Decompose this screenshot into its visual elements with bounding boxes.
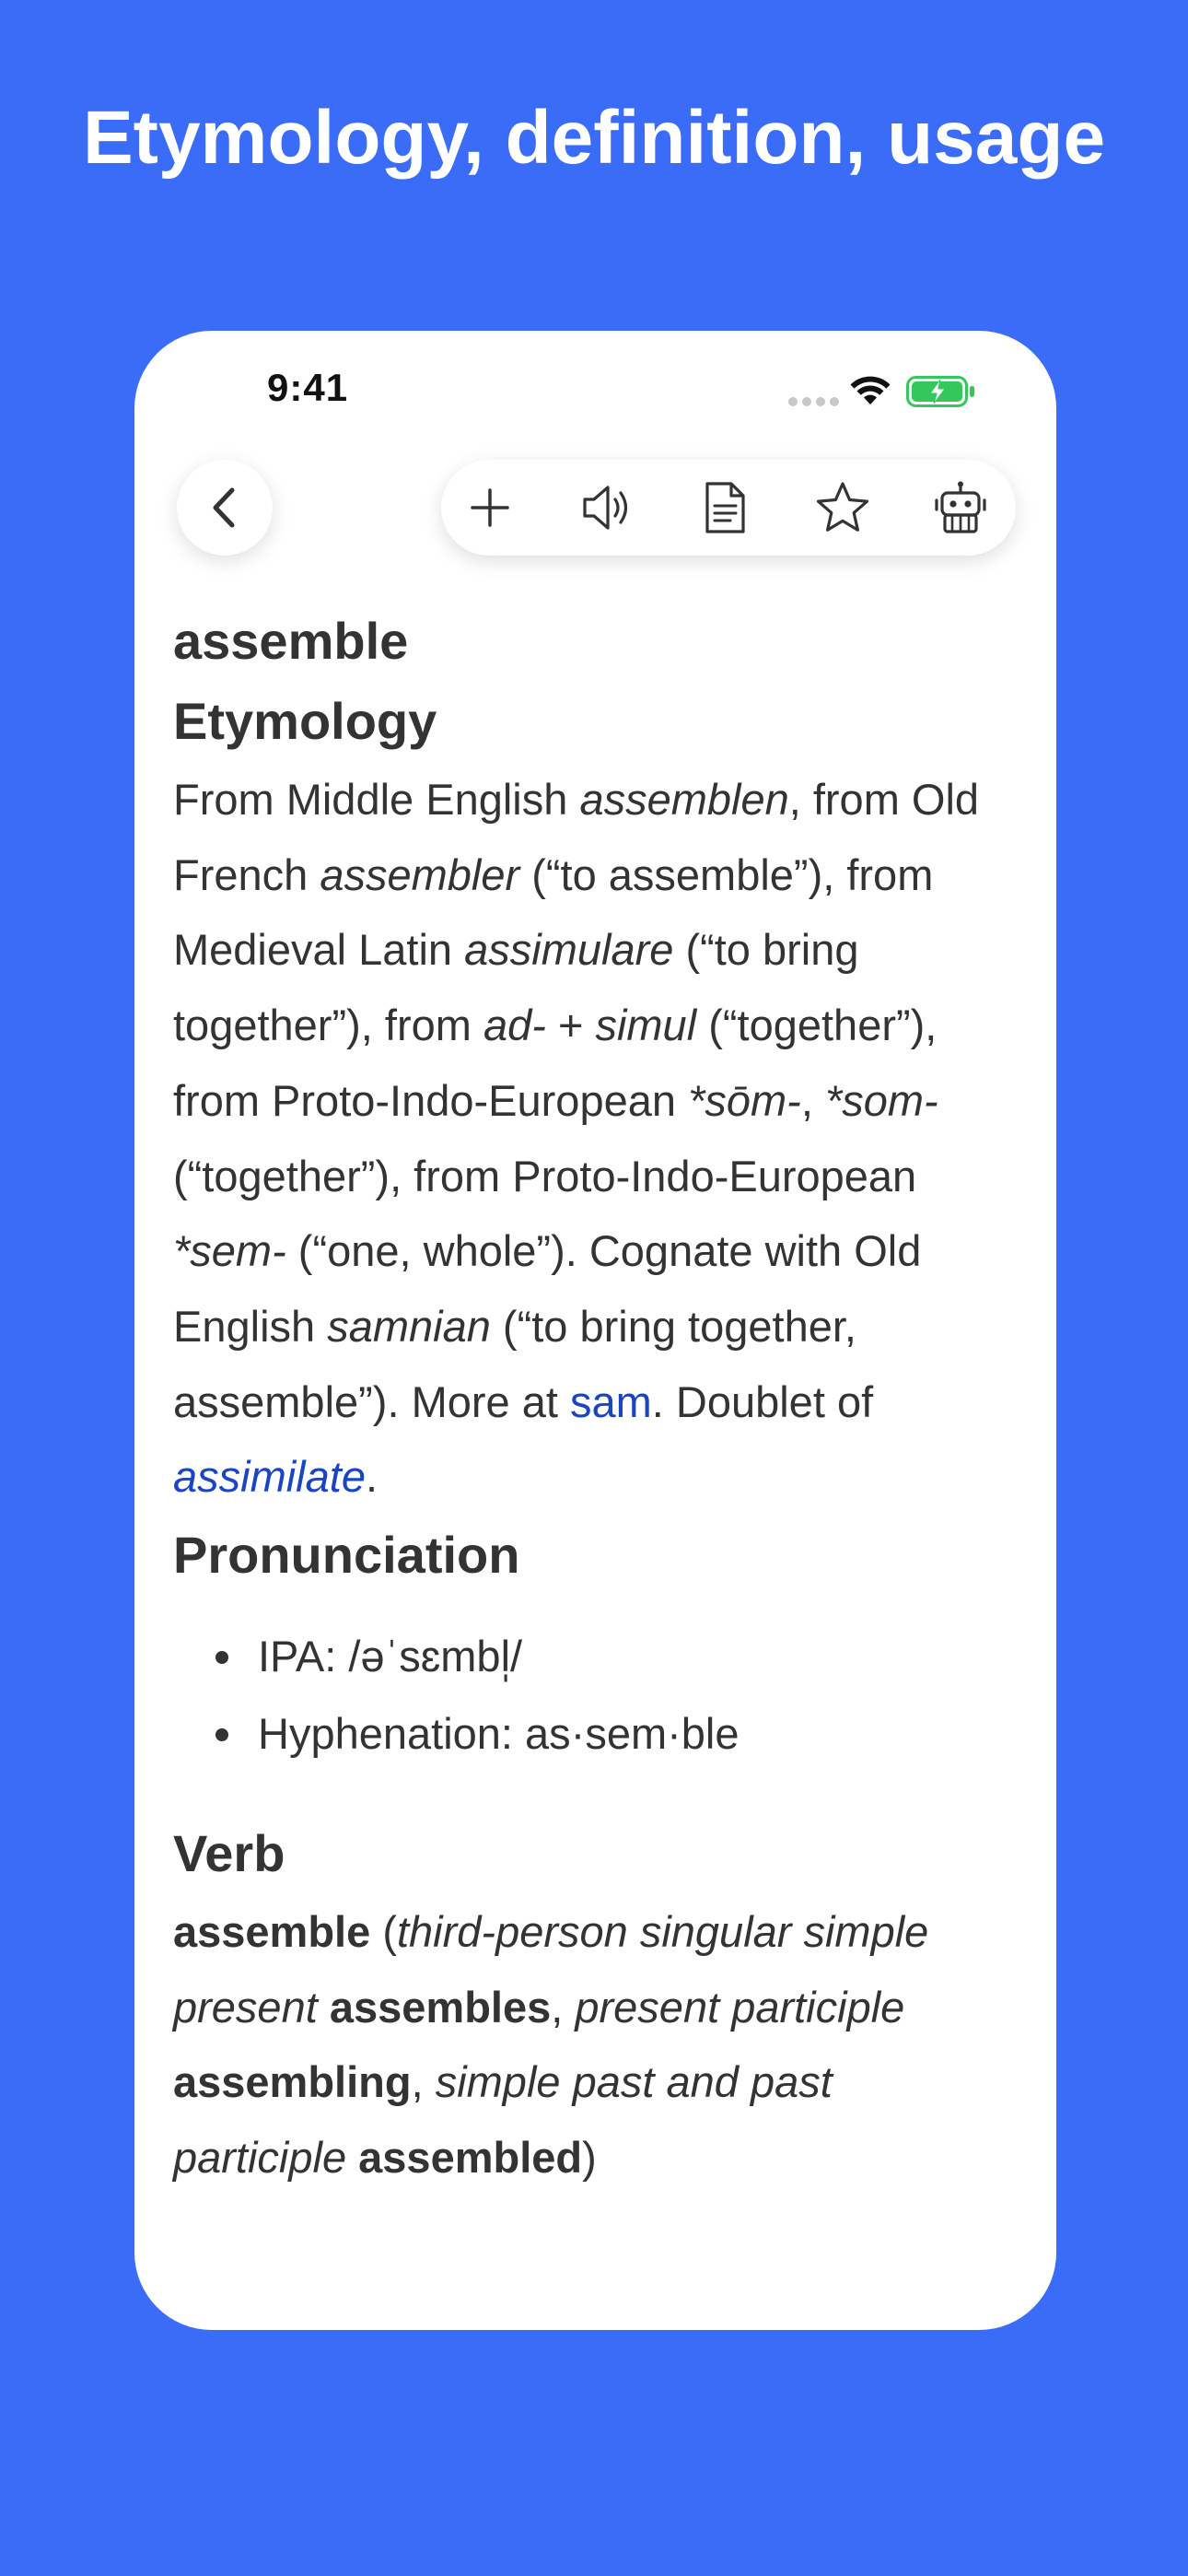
favorite-button[interactable] [795,460,891,556]
entry-content [173,602,1011,2195]
sam-link[interactable]: sam [569,1376,652,1426]
pronunciation-hyphenation: Hyphenation: as·sem·ble [258,1695,1011,1773]
phone-screen [134,331,1056,2330]
pronunciation-ipa: IPA: /əˈsɛmbl̩/ [258,1618,1011,1695]
pronunciation-list [173,1618,1011,1773]
back-button[interactable] [177,460,273,556]
action-toolbar [441,460,1016,556]
speak-button[interactable] [559,460,655,556]
status-bar [134,331,1056,460]
robot-icon [934,480,987,535]
wifi-icon [849,373,891,406]
verb-forms-text: assemble (third-person singular simple present assembles, present participle assembling, simple past and past participle assembled) [173,1907,929,2183]
etymology-heading: Etymology [173,692,437,750]
star-icon [815,480,870,535]
etymology-text: From Middle English assemblen, from Old French assembler (“to assemble”), from Medieval Latin assimulare (“to bring together”), from ad- + simul (“together”), from Proto-Indo-European *sōm-, *som- (“together”), from Proto-Indo-European *sem- (“one, whole”). Cognate with Old English samnian (“to bring together, assemble”). More at sam. Doublet of assimilate. [173,775,980,1502]
plus-icon [467,485,513,531]
status-time: 9:41 [267,366,349,409]
assistant-button[interactable] [913,460,1008,556]
verb-heading: Verb [173,1824,285,1883]
chevron-left-icon [206,486,243,530]
hero-title: Etymology, definition, usage [82,96,1106,180]
speaker-icon [579,482,635,533]
add-button[interactable] [442,460,538,556]
cellular-signal-icon [788,397,840,406]
pronunciation-heading: Pronunciation [173,1526,520,1585]
word-title: assemble [173,612,409,670]
document-icon [703,480,747,535]
toolbar [134,460,1056,580]
assimilate-link[interactable]: assimilate [173,1452,366,1502]
battery-charging-icon [906,376,976,407]
document-button[interactable] [677,460,773,556]
